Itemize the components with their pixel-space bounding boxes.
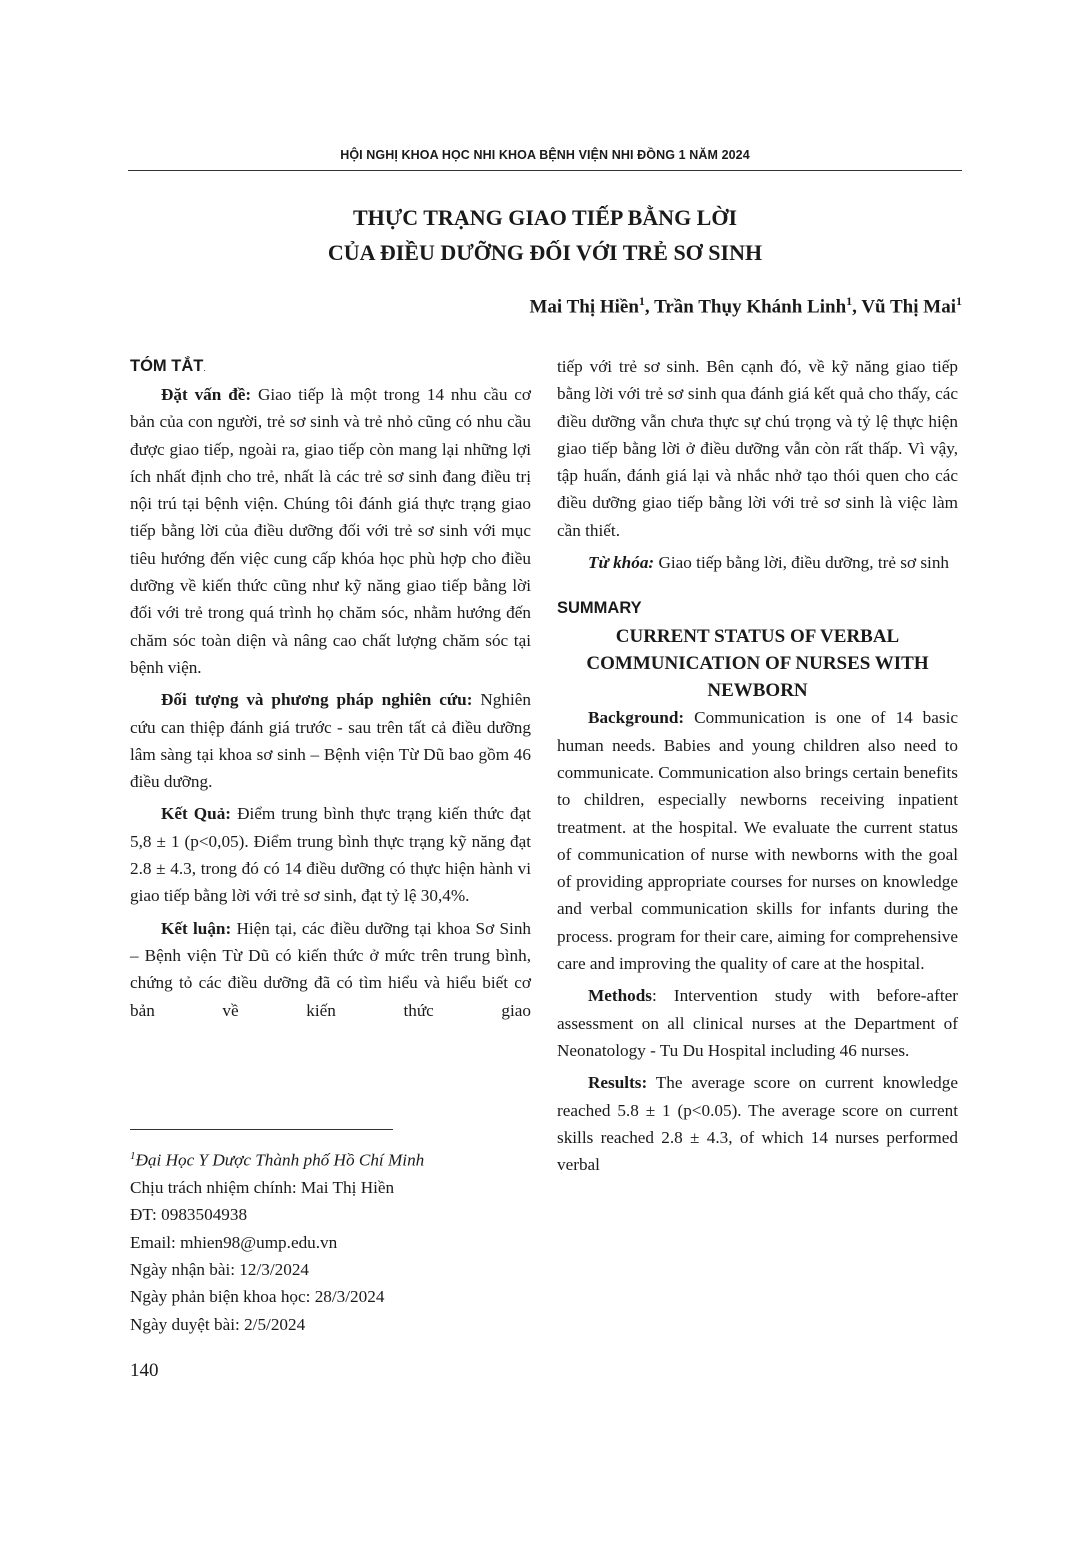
methods-paragraph [557, 982, 958, 1064]
author-separator: , [644, 296, 655, 318]
left-column [130, 353, 531, 1024]
conference-header: HỘI NGHỊ KHOA HỌC NHI KHOA BỆNH VIỆN NHI ĐỒNG 1 NĂM 2024 [340, 148, 750, 162]
background-paragraph [557, 704, 958, 977]
author-affiliation-mark: 1 [846, 294, 853, 308]
results-label: Results: [588, 1073, 648, 1093]
ket-qua-label: Kết Quả: [161, 804, 232, 824]
ket-luan-label: Kết luận: [161, 918, 232, 938]
background-text: Communication is one of 14 basic human needs. Babies and young children also need to communicate. Communication also brings certain benefits to children, especially newborns receiving inpatient treatment. at the hospital. We evaluate the current status of communication of nurse with newborns with the goal of providing appropriate courses for nurses on knowledge and verbal communication skills for infants during the process. program for their care, aiming for comprehensive care and improving the quality of care at the hospital. [557, 708, 958, 974]
article-title [128, 200, 962, 270]
review-date: Ngày phản biện khoa học: 28/3/2024 [130, 1287, 385, 1307]
footnotes [130, 1143, 550, 1338]
author-separator: , [852, 296, 862, 318]
tom-tat-heading-mark: . [203, 363, 206, 373]
title-line-1: THỰC TRẠNG GIAO TIẾP BẰNG LỜI [352, 205, 738, 230]
author-affiliation-mark: 1 [638, 294, 645, 308]
tu-khoa-paragraph [557, 549, 958, 576]
summary-title [557, 623, 958, 704]
dat-van-de-label: Đặt vấn đề: [161, 385, 252, 404]
summary-title-line-1: CURRENT STATUS OF VERBAL [615, 626, 900, 648]
summary-heading: SUMMARY [557, 599, 642, 618]
phone-number: ĐT: 0983504938 [130, 1205, 248, 1225]
author-list [529, 294, 962, 318]
dat-van-de-text: Giao tiếp là một trong 14 nhu cầu cơ bản của con người, trẻ sơ sinh và trẻ nhỏ cũng có nhu cầu được giao tiếp, ngoài ra, giao tiếp còn mang lại những lợi ích nhất định cho trẻ, nhất là các trẻ sơ sinh đang điều trị nội trú tại bệnh viện. Chúng tôi đánh giá thực trạng giao tiếp bằng lời của điều dưỡng đối với trẻ sơ sinh với mục tiêu hướng đến việc cung cấp khóa học phù hợp cho điều dưỡng về kiến thức cũng như kỹ năng giao tiếp bằng lời đối với trẻ trong quá trình họ chăm sóc, nhằm hướng đến chăm sóc toàn diện và nâng cao chất lượng chăm sóc tại bệnh viện. [130, 385, 531, 677]
tom-tat-heading [130, 353, 531, 381]
summary-title-line-2: COMMUNICATION OF NURSES WITH [586, 653, 929, 675]
responsible-author: Chịu trách nhiệm chính: Mai Thị Hiền [130, 1178, 395, 1198]
ket-qua-text: Điểm trung bình thực trạng kiến thức đạt 5,8 ± 1 (p<0,05). Điểm trung bình thực trạng kỹ năng đạt 2.8 ± 4.3, trong đó có 14 điều dưỡng có thực hiện hành vi giao tiếp bằng lời với trẻ sơ sinh, đạt tỷ lệ 30,4%. [130, 804, 531, 906]
tu-khoa-text: Giao tiếp bằng lời, điều dưỡng, trẻ sơ sinh [654, 553, 950, 573]
page-number: 140 [130, 1360, 159, 1381]
tu-khoa-label: Từ khóa: [588, 553, 655, 573]
accepted-date: Ngày duyệt bài: 2/5/2024 [130, 1314, 306, 1334]
email-address: Email: mhien98@ump.edu.vn [130, 1232, 338, 1252]
author-name: Mai Thị Hiền [529, 296, 639, 318]
right-column [557, 353, 958, 1178]
header-rule [128, 170, 962, 171]
affiliation-footnote [130, 1143, 550, 1174]
ket-luan-continued: tiếp với trẻ sơ sinh. Bên cạnh đó, về kỹ năng giao tiếp bằng lời với trẻ sơ sinh qua đánh giá kết quả cho thấy, các điều dưỡng vẫn chưa thực sự chú trọng và tỷ lệ thực hiện giao tiếp bằng lời ở điều dưỡng vẫn còn rất thấp. Vì vậy, tập huấn, đánh giá lại và nhắc nhở tạo thói quen cho các điều dưỡng giao tiếp bằng lời với trẻ sơ sinh là việc làm cần thiết. [557, 357, 958, 540]
methods-label: Methods [588, 986, 652, 1006]
author-name: Vũ Thị Mai [861, 296, 956, 318]
title-line-2: CỦA ĐIỀU DƯỠNG ĐỐI VỚI TRẺ SƠ SINH [327, 240, 763, 265]
dat-van-de-paragraph [130, 381, 531, 681]
doi-tuong-paragraph [130, 686, 531, 795]
summary-title-line-3: NEWBORN [707, 680, 808, 702]
footnote-rule [130, 1129, 393, 1130]
author-name: Trần Thụy Khánh Linh [654, 296, 847, 318]
results-paragraph [557, 1069, 958, 1178]
doi-tuong-text: Nghiên cứu can thiệp đánh giá trước - sau trên tất cả điều dưỡng lâm sàng tại khoa sơ sinh – Bệnh viện Từ Dũ bao gồm 46 điều dưỡng. [130, 690, 531, 792]
ket-luan-paragraph [130, 915, 531, 1024]
results-text: The average score on current knowledge reached 5.8 ± 1 (p<0.05). The average score on current skills reached 2.8 ± 4.3, of which 14 nurses performed verbal [557, 1073, 958, 1175]
ket-luan-text-part1: Hiện tại, các điều dưỡng tại khoa Sơ Sinh – Bệnh viện Từ Dũ có kiến thức ở mức trên trung bình, chứng tỏ các điều dưỡng đã có tìm hiểu và hiểu biết cơ bản về kiến thức giao [130, 918, 532, 1020]
ket-qua-paragraph [130, 800, 531, 909]
affiliation-text: Đại Học Y Dược Thành phố Hồ Chí Minh [135, 1150, 425, 1170]
methods-text: : Intervention study with before-after assessment on all clinical nurses at the Department of Neonatology - Tu Du Hospital including 46 nurses. [557, 986, 958, 1060]
affiliation-mark: 1 [130, 1150, 136, 1162]
received-date: Ngày nhận bài: 12/3/2024 [130, 1259, 310, 1279]
tom-tat-heading-text: TÓM TẮT [130, 357, 204, 375]
author-affiliation-mark: 1 [956, 294, 962, 308]
doi-tuong-label: Đối tượng và phương pháp nghiên cứu: [161, 690, 473, 710]
background-label: Background: [588, 708, 685, 728]
